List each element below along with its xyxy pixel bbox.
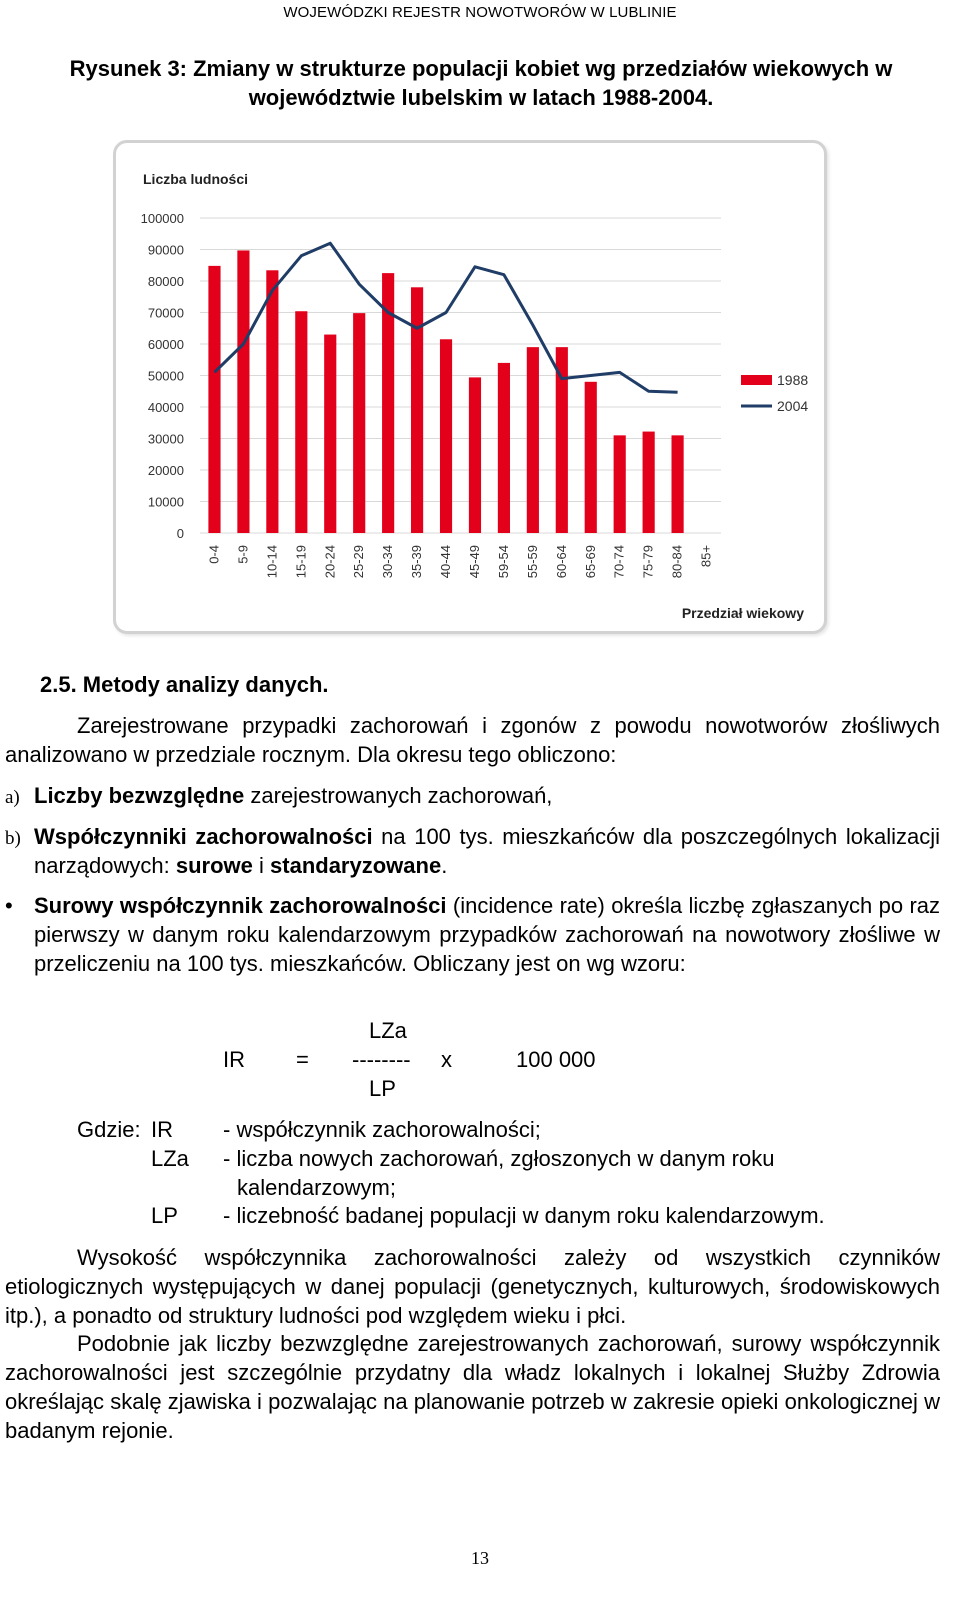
x-tick-label: 30-34: [380, 545, 396, 579]
population-chart: [116, 143, 830, 637]
x-tick-label: 25-29: [351, 545, 367, 579]
x-tick-label: 80-84: [669, 545, 685, 579]
bullet-text: (incidence rate) określa liczbę zgłaszanych po raz pierwszy w danym roku kalendarzowym przypadków zachorowań na nowotwory złośliwe w przeliczeniu na 100 tys. mieszkańców. Obliczany jest on wg wzoru:: [34, 893, 941, 976]
bar: [672, 435, 684, 533]
def-text-lza: - liczba nowych zachorowań, zgłoszonych w danym roku: [223, 1146, 775, 1171]
formula-denominator: LP: [369, 1076, 396, 1101]
bar: [469, 377, 481, 533]
bar: [208, 266, 220, 533]
formula-lhs: IR: [223, 1047, 245, 1072]
list-item-b: [5, 822, 940, 880]
formula-factor: 100 000: [516, 1047, 596, 1072]
bar: [295, 311, 307, 533]
y-tick-labels: [141, 211, 184, 541]
bar: [556, 347, 568, 533]
y-tick-label: 90000: [147, 242, 184, 258]
def-text-lp: - liczebność badanej populacji w danym roku kalendarzowym.: [223, 1203, 825, 1228]
bar: [440, 339, 452, 533]
formula-times: x: [441, 1047, 452, 1072]
y-tick-label: 80000: [147, 274, 184, 289]
bars-1988: [208, 250, 683, 533]
x-tick-label: 10-14: [264, 545, 280, 579]
x-tick-label: 35-39: [409, 545, 425, 579]
x-tick-label: 70-74: [611, 545, 627, 579]
list-marker-b: b): [5, 828, 21, 849]
item-b-bold-standaryzowane: standaryzowane: [270, 853, 442, 878]
x-tick-label: 59-54: [495, 545, 511, 579]
bar: [498, 363, 510, 533]
bullet-item: [5, 891, 940, 978]
bar: [614, 435, 626, 533]
x-tick-label: 40-44: [438, 545, 454, 579]
bar: [324, 335, 336, 533]
item-b-bold-surowe: surowe: [175, 853, 253, 878]
formula-equals: =: [296, 1047, 309, 1072]
list-marker-a: a): [5, 787, 20, 808]
x-tick-label: 65-69: [582, 545, 598, 579]
legend-swatch-bar: [741, 375, 772, 385]
bar: [237, 250, 249, 533]
x-tick-label: 75-79: [640, 545, 656, 579]
item-b-text: na 100 tys. mieszkańców dla poszczególnych lokalizacji narządowych:: [34, 824, 940, 878]
y-tick-label: 100000: [140, 211, 184, 226]
x-tick-label: 15-19: [293, 545, 309, 579]
item-b-bold: Współczynniki zachorowalności: [34, 824, 373, 849]
x-tick-label: 0-4: [206, 545, 222, 564]
item-a-bold: Liczby bezwzględne: [34, 783, 245, 808]
page-header: WOJEWÓDZKI REJESTR NOWOTWORÓW W LUBLINIE: [283, 4, 677, 21]
y-tick-label: 40000: [147, 400, 184, 415]
x-tick-label: 85+: [698, 545, 714, 568]
y-tick-label: 50000: [147, 368, 184, 384]
y-tick-label: 60000: [147, 337, 184, 352]
chart-container: [113, 140, 827, 634]
x-tick-label: 55-59: [524, 545, 540, 579]
section-heading: 2.5. Metody analizy danych.: [40, 672, 329, 697]
x-tick-label: 5-9: [235, 545, 251, 564]
x-axis-label: Przedział wiekowy: [681, 605, 804, 621]
y-tick-label: 30000: [147, 431, 184, 447]
bar: [643, 432, 655, 533]
y-axis-label: Liczba ludności: [143, 171, 249, 187]
item-b-end: .: [441, 853, 448, 878]
bar: [585, 382, 597, 533]
legend-label-2004: 2004: [777, 398, 809, 414]
def-symbol-lza: LZa: [151, 1146, 189, 1171]
y-tick-label: 20000: [147, 463, 184, 478]
y-tick-label: 10000: [147, 494, 184, 510]
bar: [353, 313, 365, 533]
x-tick-label: 60-64: [553, 545, 569, 579]
list-item-a: [5, 781, 940, 810]
legend-label-1988: 1988: [777, 372, 809, 388]
bullet-icon: •: [5, 893, 13, 918]
x-tick-label: 20-24: [322, 545, 338, 579]
x-tick-label: 45-49: [466, 545, 482, 579]
x-tick-labels: [206, 545, 713, 578]
def-symbol-lp: LP: [151, 1203, 178, 1228]
def-symbol-ir: IR: [151, 1117, 173, 1142]
def-text-ir: - współczynnik zachorowalności;: [223, 1117, 541, 1142]
formula-numerator: LZa: [369, 1018, 407, 1043]
bar: [411, 287, 423, 533]
formula-fraction-bar: --------: [352, 1047, 411, 1072]
item-a-text: zarejestrowanych zachorowań,: [244, 783, 553, 808]
bullet-bold: Surowy współczynnik zachorowalności: [34, 893, 447, 918]
bar: [266, 270, 278, 533]
paragraph-1: Wysokość współczynnika zachorowalności zależy od wszystkich czynników etiologicznych występujących w danej populacji (genetycznych, kulturowych, środowiskowych itp.), a ponadto od struktury ludności pod względem wieku i płci.: [5, 1245, 940, 1328]
intro-paragraph: Zarejestrowane przypadki zachorowań i zgonów z powodu nowotworów złośliwych analizowano w przedziale rocznym. Dla okresu tego obliczono:: [5, 713, 940, 767]
paragraph-2: Podobnie jak liczby bezwzględne zarejestrowanych zachorowań, surowy współczynnik zachorowalności jest szczególnie przydatny dla władz lokalnych i lokalnej Służby Zdrowia określając skalę zjawiska i pozwalając na planowanie potrzeb w zakresie opieki onkologicznej w badanym rejonie.: [5, 1331, 940, 1443]
y-tick-label: 70000: [147, 305, 184, 321]
bar: [527, 347, 539, 533]
definitions-where: Gdzie:: [77, 1117, 141, 1142]
chart-legend: [741, 372, 808, 414]
def-text-lza-cont: kalendarzowym;: [237, 1175, 396, 1200]
item-b-and: i: [252, 853, 271, 878]
y-tick-label: 0: [176, 526, 184, 541]
page-number: 13: [471, 1548, 489, 1568]
figure-title: Rysunek 3: Zmiany w strukturze populacji kobiet wg przedziałów wiekowych w województwie lubelskim w latach 1988-2004.: [69, 56, 893, 110]
